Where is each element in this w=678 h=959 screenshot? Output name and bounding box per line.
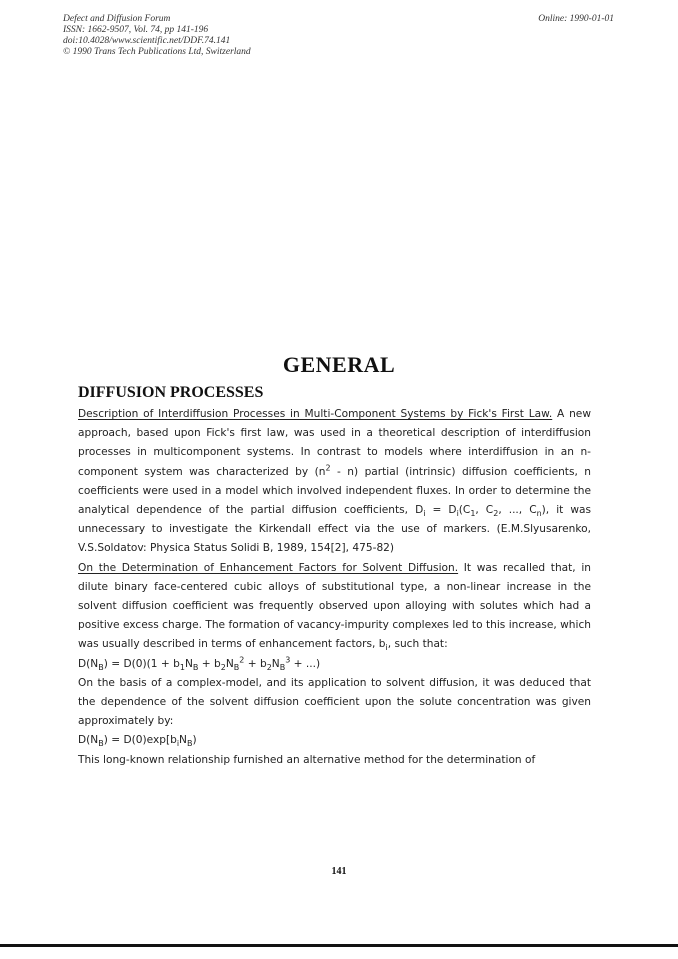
journal-metadata xyxy=(63,14,251,58)
copyright-line: © 1990 Trans Tech Publications Ltd, Switzerland xyxy=(63,47,251,57)
page-number: 141 xyxy=(331,866,347,877)
footer-rule xyxy=(0,944,678,947)
abstract-heading: Description of Interdiffusion Processes in Multi-Component Systems by Fick's First Law. xyxy=(78,408,553,420)
doi-line: doi:10.4028/www.scientific.net/DDF.74.141 xyxy=(63,36,231,46)
equation-exponential: $D(N_B) = D(0)\exp[b_iN_B)$ xyxy=(78,734,197,749)
equation-enhancement: $D(N_B) = D(0)(1 + b_1N_B + b_2N_B^2 + b_2N_B^3$ + ...) xyxy=(78,655,321,672)
abstract-enhancement: On the Determination of Enhancement Factors for Solvent Diffusion. It was recalled that, in dilute binary face-centered cubic alloys of substitutional type, a non-linear increase in the solvent diffusion coefficient was frequently observed upon alloying with solutes which had a positive excess charge. The formation of vacancy-impurity complexes led to this increase, which was usually described in terms of enhancement factors, $b_i$, such that: xyxy=(78,561,591,653)
article-body xyxy=(78,405,591,770)
paragraph-complex-model: On the basis of a complex-model, and its application to solvent diffusion, it was deduced that the dependence of the solvent diffusion coefficient upon the solute concentration was given approximately by: xyxy=(78,676,591,728)
abstract-heading: On the Determination of Enhancement Factors for Solvent Diffusion. xyxy=(78,561,459,574)
online-date: Online: 1990-01-01 xyxy=(538,14,614,24)
issn-line: ISSN: 1662-9507, Vol. 74, pp 141-196 xyxy=(63,25,209,35)
page-title: GENERAL xyxy=(282,352,396,377)
paragraph-relationship: This long-known relationship furnished an alternative method for the determination of xyxy=(78,753,536,766)
journal-name: Defect and Diffusion Forum xyxy=(63,14,171,24)
abstract-interdiffusion: Description of Interdiffusion Processes in Multi-Component Systems by Fick's First Law. A new approach, based upon Fick's first law, was used in a theoretical description of interdiffusion processes in multicomponent systems. In contrast to models where interdiffusion in an n-component system was characterized by $(n^2 - n)$ partial (intrinsic) diffusion coefficients, n coefficients were used in a model which involved independent fluxes. In order to determine the analytical dependence of the partial diffusion coefficients, $D_i = D_i(C_1$, $C_2$, ..., $C_n$), it was unnecessary to investigate the Kirkendall effect via the use of markers. (E.M.Slyusarenko, V.S.Soldatov: Physica Status Solidi B, 1989, 154[2], 475-82) xyxy=(78,408,592,555)
section-heading: DIFFUSION PROCESSES xyxy=(78,384,264,401)
